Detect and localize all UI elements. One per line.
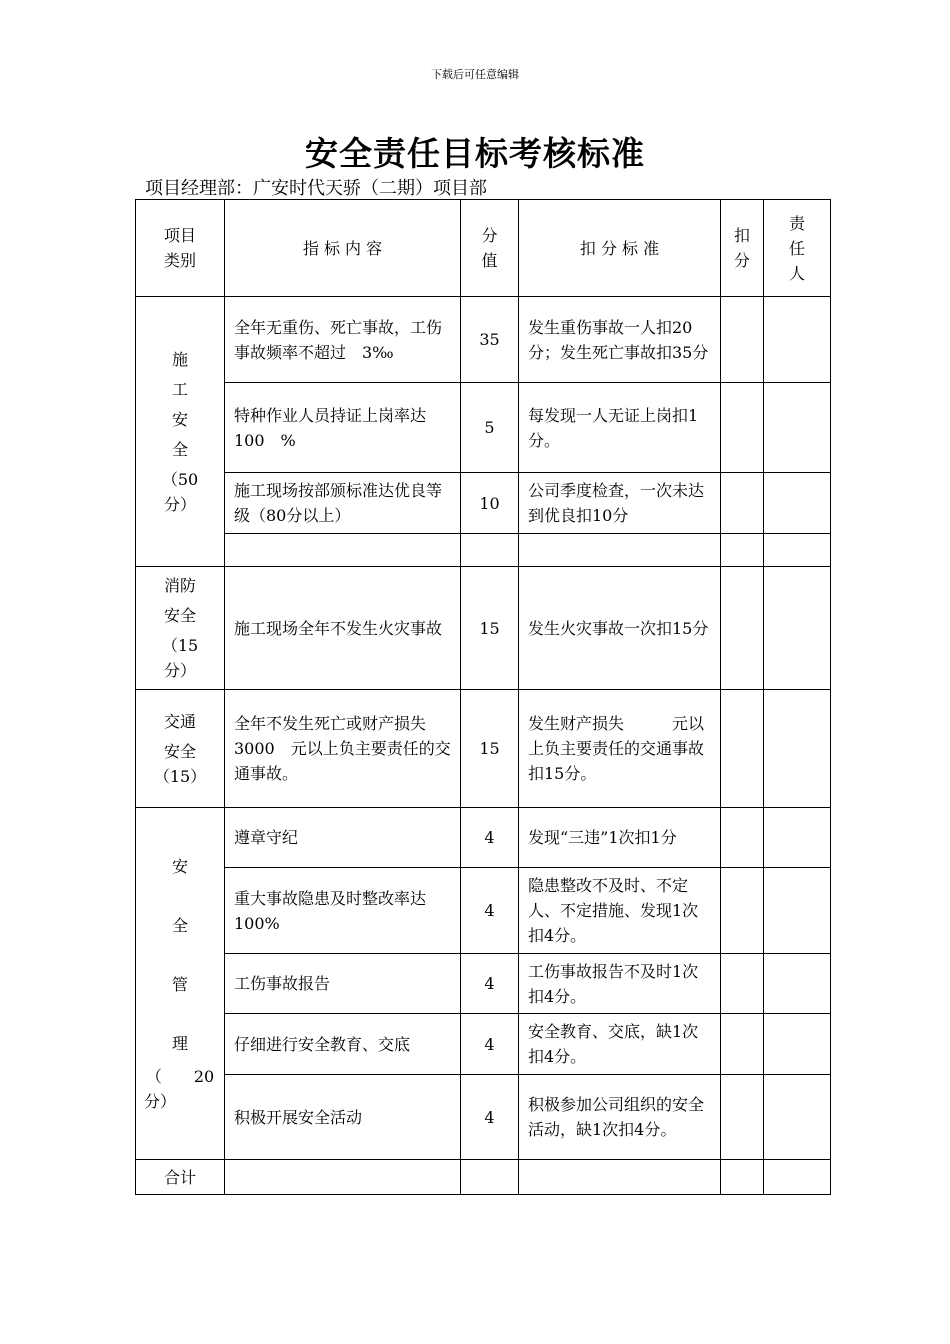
row-criteria: 发生财产损失 元以上负主要责任的交通事故扣15分。 (519, 690, 721, 808)
table-row (136, 690, 831, 808)
row-content: 工伤事故报告 (225, 954, 461, 1014)
row-person (764, 473, 831, 534)
row-person (764, 383, 831, 473)
row-content: 重大事故隐患及时整改率达100% (225, 868, 461, 954)
table-row (136, 1014, 831, 1075)
table-row (136, 297, 831, 383)
row-person (764, 567, 831, 690)
row-content: 施工现场全年不发生火灾事故 (225, 567, 461, 690)
row-person (764, 534, 831, 567)
total-row (136, 1160, 831, 1195)
row-deduct (721, 473, 764, 534)
row-content: 遵章守纪 (225, 808, 461, 868)
header-person: 责 任 人 (764, 200, 831, 297)
row-score: 4 (461, 808, 519, 868)
total-score (461, 1160, 519, 1195)
row-content: 积极开展安全活动 (225, 1075, 461, 1160)
row-score: 4 (461, 954, 519, 1014)
row-person (764, 808, 831, 868)
row-content: 特种作业人员持证上岗率达 100 % (225, 383, 461, 473)
row-content: 全年不发生死亡或财产损失 3000 元以上负主要责任的交通事故。 (225, 690, 461, 808)
category-safety-management: 安 全 管 理 （ 20 分） (136, 808, 225, 1160)
row-score: 4 (461, 1075, 519, 1160)
row-criteria: 公司季度检查，一次未达到优良扣10分 (519, 473, 721, 534)
row-criteria: 发现“三违”1次扣1分 (519, 808, 721, 868)
table-row (136, 868, 831, 954)
row-content: 施工现场按部颁标准达优良等级（80分以上） (225, 473, 461, 534)
row-person (764, 868, 831, 954)
row-deduct (721, 954, 764, 1014)
row-deduct (721, 383, 764, 473)
header-deduct: 扣 分 (721, 200, 764, 297)
category-fire-safety: 消防 安全 （15 分） (136, 567, 225, 690)
row-criteria: 安全教育、交底，缺1次扣4分。 (519, 1014, 721, 1075)
row-content: 仔细进行安全教育、交底 (225, 1014, 461, 1075)
row-deduct (721, 297, 764, 383)
category-construction-safety: 施 工 安 全 （50 分） (136, 297, 225, 567)
table-row-empty (136, 534, 831, 567)
row-score: 5 (461, 383, 519, 473)
category-traffic-safety: 交通 安全 （15） (136, 690, 225, 808)
header-category: 项目 类别 (136, 200, 225, 297)
row-deduct (721, 690, 764, 808)
row-deduct (721, 534, 764, 567)
row-score: 10 (461, 473, 519, 534)
row-deduct (721, 868, 764, 954)
row-deduct (721, 567, 764, 690)
row-person (764, 1075, 831, 1160)
row-score (461, 534, 519, 567)
row-score: 4 (461, 868, 519, 954)
row-person (764, 690, 831, 808)
table-row (136, 567, 831, 690)
project-department: 项目经理部：广安时代天骄（二期）项目部 (145, 178, 487, 199)
total-label: 合计 (136, 1160, 225, 1195)
row-deduct (721, 808, 764, 868)
row-criteria: 发生火灾事故一次扣15分 (519, 567, 721, 690)
row-criteria: 隐患整改不及时、不定人、不定措施、发现1次扣4分。 (519, 868, 721, 954)
page-title: 安全责任目标考核标准 (305, 134, 645, 173)
row-deduct (721, 1075, 764, 1160)
row-score: 4 (461, 1014, 519, 1075)
row-person (764, 954, 831, 1014)
row-deduct (721, 1014, 764, 1075)
table-row (136, 808, 831, 868)
row-criteria: 积极参加公司组织的安全活动，缺1次扣4分。 (519, 1075, 721, 1160)
table-row (136, 954, 831, 1014)
header-criteria: 扣 分 标 准 (519, 200, 721, 297)
row-content: 全年无重伤、死亡事故，工伤事故频率不超过 3‰ (225, 297, 461, 383)
row-criteria: 每发现一人无证上岗扣1分。 (519, 383, 721, 473)
row-score: 15 (461, 690, 519, 808)
row-score: 35 (461, 297, 519, 383)
row-score: 15 (461, 567, 519, 690)
total-person (764, 1160, 831, 1195)
total-content (225, 1160, 461, 1195)
row-criteria: 工伤事故报告不及时1次扣4分。 (519, 954, 721, 1014)
header-content: 指 标 内 容 (225, 200, 461, 297)
row-person (764, 1014, 831, 1075)
watermark-text: 下载后可任意编辑 (431, 68, 519, 81)
table-row (136, 383, 831, 473)
table-row (136, 1075, 831, 1160)
row-criteria: 发生重伤事故一人扣20分；发生死亡事故扣35分 (519, 297, 721, 383)
table-row (136, 473, 831, 534)
row-person (764, 297, 831, 383)
total-criteria (519, 1160, 721, 1195)
total-deduct (721, 1160, 764, 1195)
assessment-table (135, 199, 831, 1195)
row-criteria (519, 534, 721, 567)
row-content (225, 534, 461, 567)
header-score: 分 值 (461, 200, 519, 297)
header-row (136, 200, 831, 297)
